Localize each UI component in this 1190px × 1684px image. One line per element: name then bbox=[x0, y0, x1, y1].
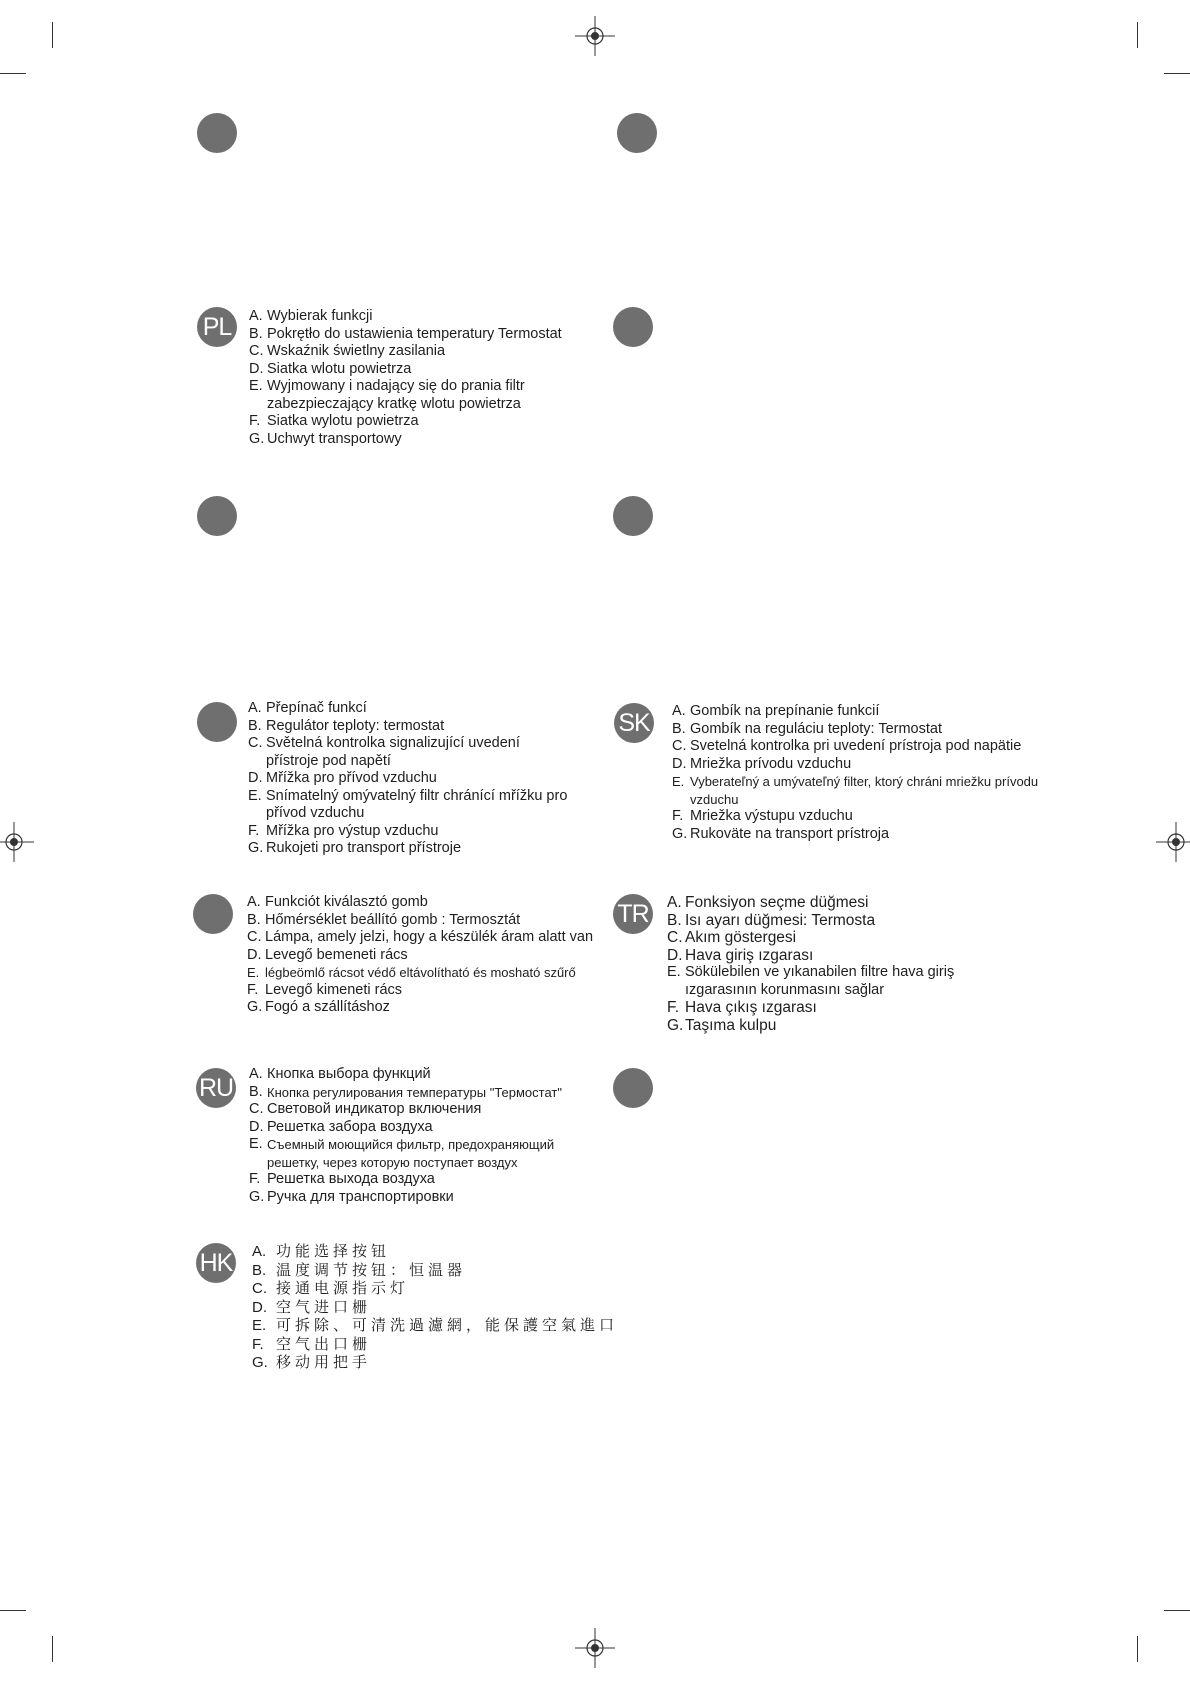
item-letter: B. bbox=[252, 1261, 267, 1279]
list-item bbox=[247, 999, 617, 1017]
item-letter: A. bbox=[249, 1066, 263, 1082]
list-item bbox=[248, 788, 568, 823]
list-item bbox=[247, 912, 617, 930]
language-badge bbox=[613, 1068, 653, 1108]
item-text: Uchwyt transportowy bbox=[267, 430, 402, 447]
list-item bbox=[247, 982, 617, 1000]
item-text: Svetelná kontrolka pri uvedení prístroja pod napätie bbox=[690, 738, 1022, 754]
parts-list-tr bbox=[667, 894, 1007, 1034]
item-text: Световой индикатор включения bbox=[267, 1101, 482, 1117]
item-letter: C. bbox=[249, 343, 264, 359]
item-letter: A. bbox=[252, 1243, 267, 1260]
list-item bbox=[247, 929, 617, 947]
list-item bbox=[249, 1136, 574, 1171]
list-item bbox=[252, 1336, 652, 1355]
item-letter: G. bbox=[247, 999, 263, 1015]
list-item bbox=[667, 912, 1007, 930]
list-item bbox=[249, 1066, 609, 1084]
item-letter: B. bbox=[667, 911, 682, 929]
item-letter: A. bbox=[667, 894, 682, 911]
item-letter: D. bbox=[247, 946, 262, 963]
item-text: Съемный моющийся фильтр, предохраняющий решетку, через которую поступает воздух bbox=[267, 1137, 555, 1170]
item-text: Světelná kontrolka signalizující uvedení přístroje pod napětí bbox=[266, 735, 520, 769]
item-text: Mriežka prívodu vzduchu bbox=[690, 755, 852, 772]
item-text: Přepínač funkcí bbox=[266, 700, 367, 716]
item-letter: E. bbox=[672, 774, 685, 789]
item-text: 空气进口栅 bbox=[276, 1298, 372, 1316]
list-item bbox=[672, 721, 1062, 739]
item-letter: E. bbox=[249, 1136, 263, 1152]
item-letter: D. bbox=[667, 946, 683, 964]
item-letter: F. bbox=[672, 808, 684, 824]
parts-list-ru bbox=[249, 1066, 609, 1206]
parts-list-cz bbox=[248, 700, 598, 858]
item-text: Fogó a szállításhoz bbox=[265, 999, 390, 1015]
list-item bbox=[672, 826, 1062, 844]
language-badge bbox=[617, 113, 657, 153]
item-letter: D. bbox=[252, 1298, 267, 1316]
item-text: Решетка забора воздуха bbox=[267, 1118, 433, 1135]
list-item bbox=[248, 735, 538, 770]
list-item bbox=[248, 840, 598, 858]
list-item bbox=[249, 1084, 609, 1102]
list-item bbox=[248, 823, 598, 841]
list-item bbox=[672, 703, 1062, 721]
item-text: Vyberateľný a umývateľný filter, ktorý chráni mriežku prívodu vzduchu bbox=[690, 774, 1039, 807]
item-letter: F. bbox=[252, 1335, 264, 1353]
crop-mark bbox=[52, 22, 53, 48]
list-item bbox=[249, 326, 604, 344]
item-letter: G. bbox=[249, 1188, 265, 1205]
item-text: légbeömlő rácsot védő eltávolítható és mosható szűrő bbox=[265, 965, 576, 980]
list-item bbox=[248, 718, 598, 736]
crop-mark bbox=[1137, 22, 1138, 48]
item-text: Siatka wlotu powietrza bbox=[267, 360, 412, 377]
list-item bbox=[249, 413, 604, 431]
language-badge-sk: SK bbox=[614, 703, 654, 743]
item-letter: B. bbox=[249, 325, 263, 342]
parts-list-hk bbox=[252, 1243, 652, 1373]
item-text: Taşıma kulpu bbox=[685, 1016, 777, 1034]
item-text: Кнопка выбора функций bbox=[267, 1066, 431, 1082]
list-item bbox=[249, 1101, 609, 1119]
item-text: Sökülebilen ve yıkanabilen filtre hava giriş ızgarasının korunmasını sağlar bbox=[685, 964, 955, 998]
crop-mark bbox=[0, 1610, 26, 1611]
item-letter: E. bbox=[667, 964, 681, 980]
list-item bbox=[252, 1243, 652, 1262]
item-text: 空气出口栅 bbox=[276, 1335, 372, 1353]
list-item bbox=[252, 1280, 652, 1299]
crop-mark bbox=[0, 73, 26, 74]
item-text: 温度调节按钮：恒温器 bbox=[276, 1261, 467, 1279]
item-letter: D. bbox=[672, 755, 687, 772]
item-letter: C. bbox=[667, 929, 683, 946]
item-text: Lámpa, amely jelzi, hogy a készülék áram alatt van bbox=[265, 929, 594, 945]
item-text: Levegő kimeneti rács bbox=[265, 981, 403, 998]
item-letter: B. bbox=[247, 911, 261, 928]
item-letter: A. bbox=[247, 894, 261, 910]
item-text: Mřížka pro přívod vzduchu bbox=[266, 770, 437, 786]
language-badge-hu bbox=[193, 894, 233, 934]
item-text: Gombík na reguláciu teploty: Termostat bbox=[690, 720, 942, 737]
item-text: 移动用把手 bbox=[276, 1354, 372, 1371]
item-letter: G. bbox=[667, 1016, 684, 1034]
item-text: 可拆除、可清洗過濾網，能保護空氣進口 bbox=[276, 1317, 619, 1334]
list-item bbox=[672, 756, 1062, 774]
list-item bbox=[248, 700, 598, 718]
crop-mark bbox=[1137, 1636, 1138, 1662]
list-item bbox=[249, 308, 604, 326]
crop-mark bbox=[52, 1636, 53, 1662]
item-letter: F. bbox=[667, 999, 680, 1016]
language-badge-hk: HK bbox=[196, 1243, 236, 1283]
list-item bbox=[249, 378, 549, 413]
registration-mark-icon bbox=[575, 1628, 615, 1668]
language-badge bbox=[613, 496, 653, 536]
item-text: Mřížka pro výstup vzduchu bbox=[266, 822, 439, 839]
list-item bbox=[672, 808, 1062, 826]
item-letter: F. bbox=[249, 413, 261, 429]
crop-mark bbox=[1164, 73, 1190, 74]
item-letter: D. bbox=[249, 360, 264, 377]
item-text: Hava giriş ızgarası bbox=[685, 946, 814, 964]
item-text: Regulátor teploty: termostat bbox=[266, 717, 445, 734]
item-text: Решетка выхода воздуха bbox=[267, 1171, 435, 1187]
list-item bbox=[252, 1299, 652, 1318]
item-letter: E. bbox=[247, 965, 260, 980]
item-letter: C. bbox=[252, 1280, 267, 1297]
registration-mark-icon bbox=[1156, 822, 1190, 862]
item-letter: G. bbox=[249, 430, 265, 447]
language-badge-tr: TR bbox=[613, 894, 653, 934]
list-item bbox=[252, 1354, 652, 1373]
parts-list-pl bbox=[249, 308, 604, 448]
item-text: Isı ayarı düğmesi: Termosta bbox=[685, 911, 876, 929]
list-item bbox=[672, 773, 1042, 808]
item-text: Hava çıkış ızgarası bbox=[685, 999, 817, 1016]
list-item bbox=[247, 894, 617, 912]
list-item bbox=[247, 947, 617, 965]
item-text: Gombík na prepínanie funkcií bbox=[690, 703, 880, 719]
language-badge bbox=[613, 307, 653, 347]
item-text: Siatka wylotu powietrza bbox=[267, 413, 419, 429]
item-text: Wskaźnik świetlny zasilania bbox=[267, 343, 446, 359]
item-letter: B. bbox=[249, 1083, 263, 1100]
item-letter: D. bbox=[249, 1118, 264, 1135]
language-badge bbox=[197, 113, 237, 153]
language-badge-ru: RU bbox=[196, 1068, 236, 1108]
list-item bbox=[249, 431, 604, 449]
registration-mark-icon bbox=[575, 16, 615, 56]
list-item bbox=[247, 964, 617, 982]
item-letter: A. bbox=[672, 703, 686, 719]
item-letter: E. bbox=[248, 787, 262, 804]
crop-mark bbox=[1164, 1610, 1190, 1611]
item-letter: B. bbox=[248, 717, 262, 734]
item-text: Snímatelný omývatelný filtr chránící mřížku pro přívod vzduchu bbox=[266, 787, 568, 821]
list-item bbox=[252, 1317, 652, 1336]
item-text: Funkciót kiválasztó gomb bbox=[265, 894, 428, 910]
item-letter: G. bbox=[248, 840, 264, 856]
list-item bbox=[667, 999, 1007, 1017]
list-item bbox=[249, 361, 604, 379]
list-item bbox=[249, 1171, 609, 1189]
item-text: Fonksiyon seçme düğmesi bbox=[685, 894, 869, 911]
parts-list-hu bbox=[247, 894, 617, 1017]
list-item bbox=[667, 1017, 1007, 1035]
list-item bbox=[667, 929, 1007, 947]
item-letter: C. bbox=[247, 929, 262, 945]
list-item bbox=[667, 894, 1007, 912]
item-letter: C. bbox=[248, 735, 263, 751]
item-text: Rukoväte na transport prístroja bbox=[690, 825, 890, 842]
item-text: Levegő bemeneti rács bbox=[265, 946, 408, 963]
item-text: 接通电源指示灯 bbox=[276, 1280, 410, 1297]
item-letter: C. bbox=[672, 738, 687, 754]
item-letter: C. bbox=[249, 1101, 264, 1117]
language-badge-pl: PL bbox=[197, 307, 237, 347]
item-text: Mriežka výstupu vzduchu bbox=[690, 808, 853, 824]
item-letter: D. bbox=[248, 770, 263, 786]
item-letter: F. bbox=[248, 822, 260, 839]
list-item bbox=[667, 964, 997, 999]
list-item bbox=[249, 1189, 609, 1207]
item-text: Wyjmowany i nadający się do prania filtr zabezpieczający kratkę wlotu powietrza bbox=[267, 378, 525, 412]
item-letter: G. bbox=[252, 1354, 268, 1371]
item-letter: B. bbox=[672, 720, 686, 737]
language-badge bbox=[197, 496, 237, 536]
list-item bbox=[248, 770, 598, 788]
item-letter: A. bbox=[249, 308, 263, 324]
item-text: Кнопка регулирования температуры "Термостат" bbox=[267, 1084, 562, 1100]
list-item bbox=[252, 1262, 652, 1281]
item-letter: E. bbox=[252, 1317, 267, 1334]
registration-mark-icon bbox=[0, 822, 34, 862]
item-letter: G. bbox=[672, 825, 688, 842]
item-letter: A. bbox=[248, 700, 262, 716]
item-letter: F. bbox=[247, 981, 259, 998]
item-text: Ручка для транспортировки bbox=[267, 1188, 454, 1205]
item-text: 功能选择按钮 bbox=[276, 1243, 391, 1260]
list-item bbox=[667, 947, 1007, 965]
item-letter: E. bbox=[249, 378, 263, 394]
item-text: Rukojeti pro transport přístroje bbox=[266, 840, 462, 856]
item-letter: F. bbox=[249, 1171, 261, 1187]
list-item bbox=[672, 738, 1062, 756]
item-text: Akım göstergesi bbox=[685, 929, 797, 946]
parts-list-sk bbox=[672, 703, 1062, 843]
list-item bbox=[249, 343, 604, 361]
item-text: Pokrętło do ustawienia temperatury Termostat bbox=[267, 325, 562, 342]
item-text: Wybierak funkcji bbox=[267, 308, 373, 324]
language-badge-cz bbox=[197, 702, 237, 742]
item-text: Hőmérséklet beállító gomb : Termosztát bbox=[265, 911, 521, 928]
list-item bbox=[249, 1119, 609, 1137]
